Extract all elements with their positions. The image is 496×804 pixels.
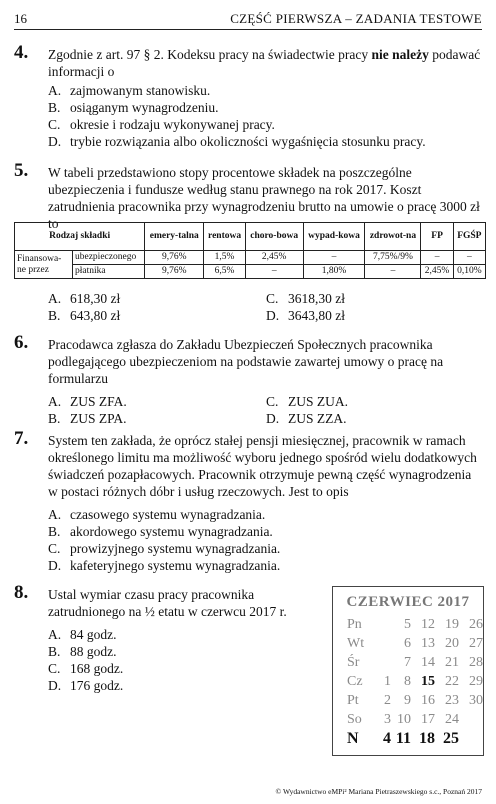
contribution-rates-table xyxy=(14,222,486,279)
question-4 xyxy=(14,42,482,150)
question-8 xyxy=(14,582,326,694)
question-number: 4. xyxy=(14,42,29,63)
answer-options xyxy=(48,393,482,427)
question-text: System ten zakłada, że oprócz stałej pensji miesięcznej, pracownik w ramach określonego limitu ma możliwość wyboru jednego spośród wielu dodatkowych świadczeń pozapłacowych. Pracownik otrzymuje pewną część wynagrodzenia w postaci różnych dóbr i usług rzeczowych. Jest to opis xyxy=(48,433,477,499)
copyright-footer: © Wydawnictwo eMPi² Mariana Pietraszewskiego s.c., Poznań 2017 xyxy=(275,787,482,796)
answer-options xyxy=(48,82,482,150)
question-number: 6. xyxy=(14,332,29,353)
table-header: FP xyxy=(421,223,453,251)
table-cell: płatnika xyxy=(73,265,145,279)
answer-option: B. 88 godz. xyxy=(48,644,117,659)
table-header: wypad-kowa xyxy=(303,223,365,251)
answer-option: C. 168 godz. xyxy=(48,661,124,676)
page-header xyxy=(14,8,482,30)
table-header: FGŚP xyxy=(453,223,485,251)
question-6 xyxy=(14,332,482,427)
answer-option: B. osiąganym wynagrodzeniu. xyxy=(48,100,219,115)
table-cell: – xyxy=(303,251,365,265)
answer-option: A. ZUS ZFA. xyxy=(48,394,127,409)
answer-option: A. 84 godz. xyxy=(48,627,117,642)
table-header: zdrowot-na xyxy=(365,223,421,251)
answer-option: C. okresie i rodzaju wykonywanej pracy. xyxy=(48,117,275,132)
table-header: choro-bowa xyxy=(245,223,303,251)
table-cell: – xyxy=(245,265,303,279)
table-cell: 2,45% xyxy=(421,265,453,279)
table-cell: 1,80% xyxy=(303,265,365,279)
answer-option: D. trybie rozwiązania albo okoliczności wygaśnięcia stosunku pracy. xyxy=(48,134,426,149)
table-cell: 7,75%/9% xyxy=(365,251,421,265)
page-number: 16 xyxy=(14,11,27,26)
question-number: 7. xyxy=(14,428,29,449)
calendar-row: Wt 6 13 20 27 xyxy=(347,636,483,651)
question-5-answers xyxy=(14,290,482,324)
answer-option: B. akordowego systemu wynagradzania. xyxy=(48,524,273,539)
answer-options xyxy=(48,506,482,574)
answer-option: D. 176 godz. xyxy=(48,678,124,693)
june-2017-calendar xyxy=(332,586,484,756)
answer-option: B. 643,80 zł xyxy=(48,308,121,323)
calendar-row: Pt 2 9 16 23 30 xyxy=(347,693,483,708)
answer-option: D. 3643,80 zł xyxy=(266,308,345,323)
question-number: 8. xyxy=(14,582,29,603)
calendar-title: CZERWIEC 2017 xyxy=(346,594,470,610)
question-text: Pracodawca zgłasza do Zakładu Ubezpieczeń Społecznych pracownika podlegającego ubezpieczeniom na podstawie zawartej umowy o pracę na formularzu xyxy=(48,337,444,386)
table-cell: 0,10% xyxy=(453,265,485,279)
table-cell: 9,76% xyxy=(145,265,204,279)
question-text: Ustal wymiar czasu pracy pracownika zatrudnionego na ½ etatu w czerwcu 2017 r. xyxy=(48,587,287,619)
answer-option: D. ZUS ZZA. xyxy=(266,411,347,426)
table-cell: – xyxy=(453,251,485,265)
table-header: Rodzaj składki xyxy=(15,223,145,251)
calendar-row: Pn 5 12 19 26 xyxy=(347,617,483,632)
calendar-row: Cz 1 8 15 22 29 xyxy=(347,674,483,689)
table-cell: – xyxy=(365,265,421,279)
answer-options xyxy=(48,290,482,324)
table-cell: 2,45% xyxy=(245,251,303,265)
question-number: 5. xyxy=(14,160,29,181)
answer-option: C. ZUS ZUA. xyxy=(266,394,348,409)
table-header-row xyxy=(15,223,486,251)
answer-option: A. czasowego systemu wynagradzania. xyxy=(48,507,266,522)
answer-options xyxy=(48,626,326,694)
answer-option: A. zajmowanym stanowisku. xyxy=(48,83,211,98)
calendar-row-sunday: N 4 11 18 25 xyxy=(347,730,459,747)
table-cell: 1,5% xyxy=(204,251,246,265)
answer-option: C. prowizyjnego systemu wynagradzania. xyxy=(48,541,281,556)
calendar-row: So 3 10 17 24 xyxy=(347,712,459,727)
table-cell: Finansowa-ne przez xyxy=(15,251,73,279)
question-text: Zgodnie z art. 97 § 2. Kodeksu pracy na świadectwie pracy nie należy podawać informacji o xyxy=(48,47,481,79)
answer-option: C. 3618,30 zł xyxy=(266,291,345,306)
table-header: emery-talna xyxy=(145,223,204,251)
table-cell: 6,5% xyxy=(204,265,246,279)
table-cell: 9,76% xyxy=(145,251,204,265)
table-cell: ubezpieczonego xyxy=(73,251,145,265)
answer-option: B. ZUS ZPA. xyxy=(48,411,127,426)
table-header: rentowa xyxy=(204,223,246,251)
answer-option: A. 618,30 zł xyxy=(48,291,121,306)
highlighted-day: 15 xyxy=(421,674,435,689)
running-title: CZĘŚĆ PIERWSZA – ZADANIA TESTOWE xyxy=(230,11,482,26)
calendar-row: Śr 7 14 21 28 xyxy=(347,655,483,670)
calendar-rows xyxy=(333,615,483,748)
table-cell: – xyxy=(421,251,453,265)
table-row xyxy=(15,265,486,279)
question-7 xyxy=(14,428,482,574)
question-text: W tabeli przedstawiono stopy procentowe składek na poszczególne ubezpieczenia i fundusze według stanu prawnego na rok 2017. Koszt zatrudnienia pracownika przy wynagrodzeniu brutto na umowie o pracę 3000 zł to xyxy=(48,165,480,231)
table-row xyxy=(15,251,486,265)
answer-option: D. kafeteryjnego systemu wynagradzania. xyxy=(48,558,281,573)
